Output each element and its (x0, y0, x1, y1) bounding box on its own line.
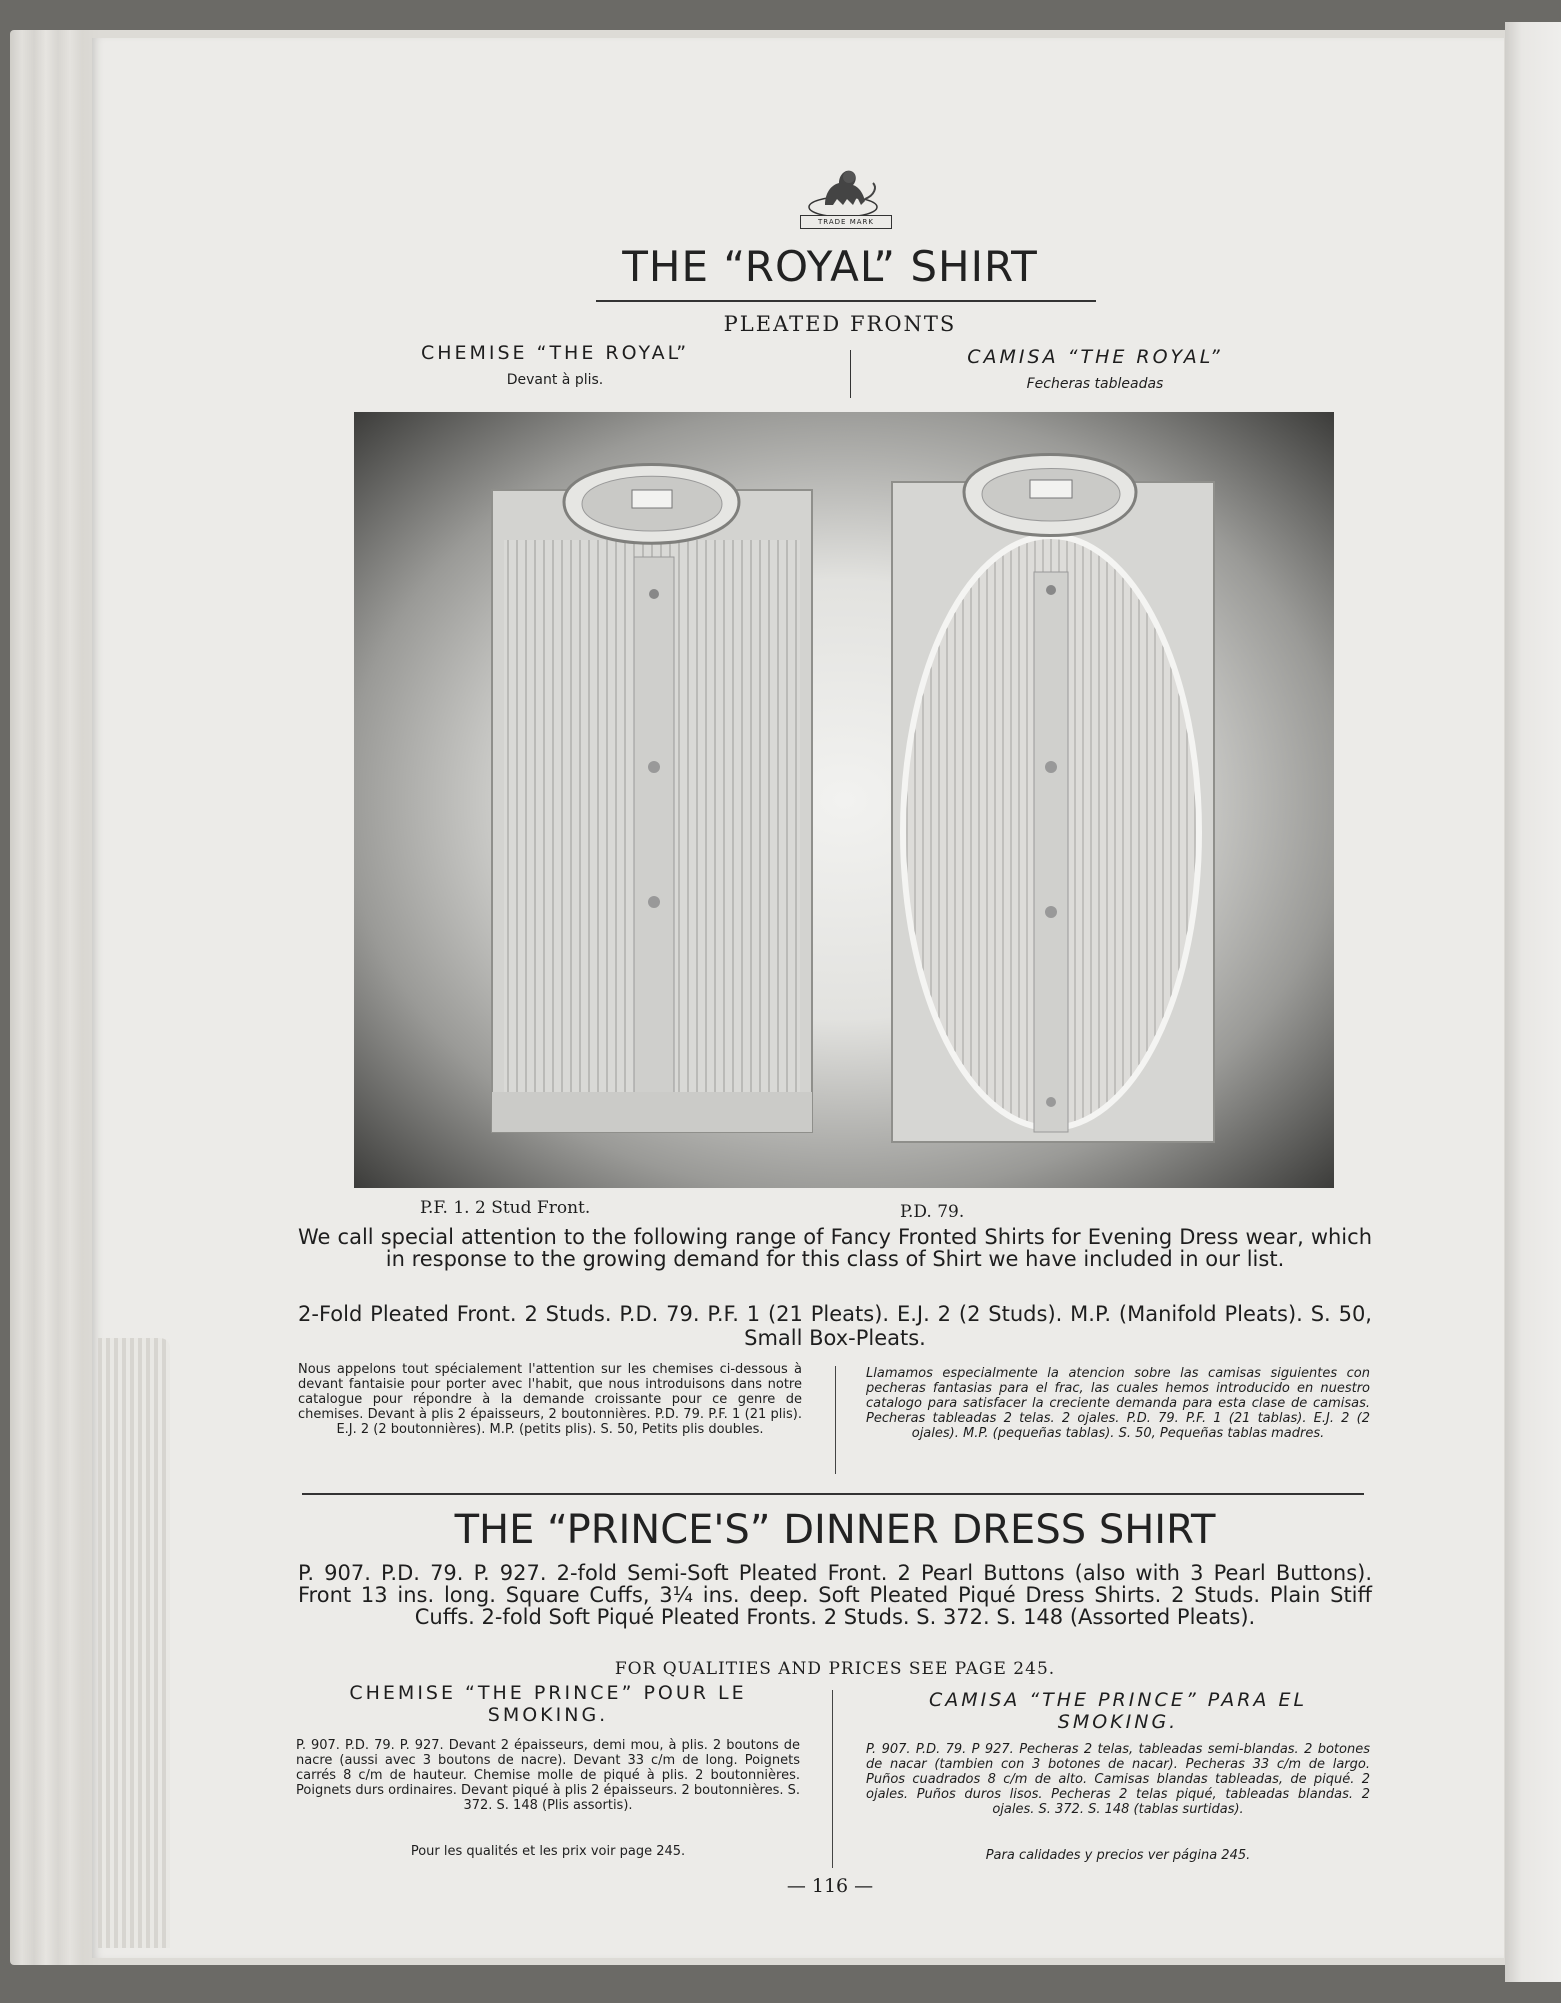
prince-spanish-price-note: Para calidades y precios ver página 245. (985, 1848, 1251, 1863)
royal-models-list: 2-Fold Pleated Front. 2 Studs. P.D. 79. P.F. 1 (21 Pleats). E.J. 2 (2 Studs). M.P. (Manifold Pleats). S. 50, Small Box-Pleats. (298, 1302, 1372, 1350)
prince-french-heading: CHEMISE “THE PRINCE” POUR LE SMOKING. (349, 1682, 747, 1726)
page-edge-tab (98, 1338, 170, 1948)
prince-shirt-title: THE “PRINCE'S” DINNER DRESS SHIRT (454, 1507, 1216, 1553)
column-divider (850, 350, 851, 398)
caption-right: P.D. 79. (900, 1202, 965, 1222)
column-divider-middle (835, 1366, 836, 1474)
royal-spanish-text: Llamamos especialmente la atencion sobre las camisas siguientes con pecheras fantasias para el frac, las cuales hemos introducido en nuestro catalogo para satisfacer la creciente demanda para esta clase de camisas. Pecheras tableadas 2 telas. 2 ojales. P.D. 79. P.F. 1 (21 tablas). E.J. 2 (2 ojales). M.P. (pequeñas tablas). S. 50, Pequeñas tablas madres. (866, 1366, 1370, 1441)
next-page-edge (1505, 22, 1561, 1982)
prince-description: P. 907. P.D. 79. P. 927. 2-fold Semi-Soft Pleated Front. 2 Pearl Buttons (also with 3 Pearl Buttons). Front 13 ins. long. Square Cuffs, 3¼ ins. deep. Soft Pleated Piqué Dress Shirts. 2 Studs. Plain Stiff Cuffs. 2-fold Soft Piqué Pleated Fronts. 2 Studs. S. 372. S. 148 (Assorted Pleats). (298, 1561, 1372, 1629)
prince-spanish-text: P. 907. P.D. 79. P 927. Pecheras 2 telas, tableadas semi-blandas. 2 botones de nacar (tambien con 3 botones de nacar). Pecheras 33 c/m de largo. Puños cuadrados 8 c/m de alto. Camisas blandas tableadas, de piqué. 2 ojales. Puños duros lisos. Pecheras 2 telas piqué, tableadas blandas. 2 ojales. S. 372. S. 148 (tablas surtidas). (866, 1742, 1370, 1817)
left-shirt (492, 465, 812, 1133)
pleated-fronts-subtitle: PLEATED FRONTS (723, 312, 957, 336)
royal-shirt-title: THE “ROYAL” SHIRT (622, 242, 1038, 291)
spanish-subheading: Fecheras tableadas (1026, 376, 1164, 392)
page-number: — 116 — (786, 1875, 874, 1897)
caption-left: P.F. 1. 2 Stud Front. (420, 1198, 591, 1218)
shirts-photograph (354, 412, 1334, 1188)
prince-spanish-heading: CAMISA “THE PRINCE” PARA EL SMOKING. (928, 1689, 1308, 1733)
trademark-label: TRADE MARK (800, 215, 892, 229)
column-divider-bottom (832, 1690, 833, 1868)
section-rule (302, 1493, 1364, 1495)
prince-french-text: P. 907. P.D. 79. P. 927. Devant 2 épaisseurs, demi mou, à plis. 2 boutons de nacre (aussi avec 3 boutons de nacre). Devant 33 c/m de long. Poignets carrés 8 c/m de hauteur. Chemise molle de piqué à plis. 2 boutonnières. Poignets durs ordinaires. Devant piqué à plis 2 épaisseurs. 2 boutonnières. S. 372. S. 148 (Plis assortis). (296, 1738, 800, 1813)
royal-french-text: Nous appelons tout spécialement l'attention sur les chemises ci-dessous à devant fantaisie pour porter avec l'habit, que nous introduisons dans notre catalogue pour répondre à la demande croissante pour ce genre de chemises. Devant à plis 2 épaisseurs, 2 boutonnières. P.D. 79. P.F. 1 (21 plis). E.J. 2 (2 boutonnières). M.P. (petits plis). S. 50, Petits plis doubles. (298, 1362, 802, 1437)
right-shirt (892, 455, 1214, 1143)
spanish-heading: CAMISA “THE ROYAL” (967, 346, 1223, 368)
french-subheading: Devant à plis. (506, 372, 604, 388)
title-underline (596, 300, 1096, 302)
french-heading: CHEMISE “THE ROYAL” (420, 342, 690, 364)
royal-description: We call special attention to the following range of Fancy Fronted Shirts for Evening Dress wear, which in response to the growing demand for this class of Shirt we have included in our list. (298, 1225, 1372, 1271)
qualities-note: FOR QUALITIES AND PRICES SEE PAGE 245. (614, 1659, 1056, 1679)
prince-french-price-note: Pour les qualités et les prix voir page 245. (410, 1844, 686, 1859)
